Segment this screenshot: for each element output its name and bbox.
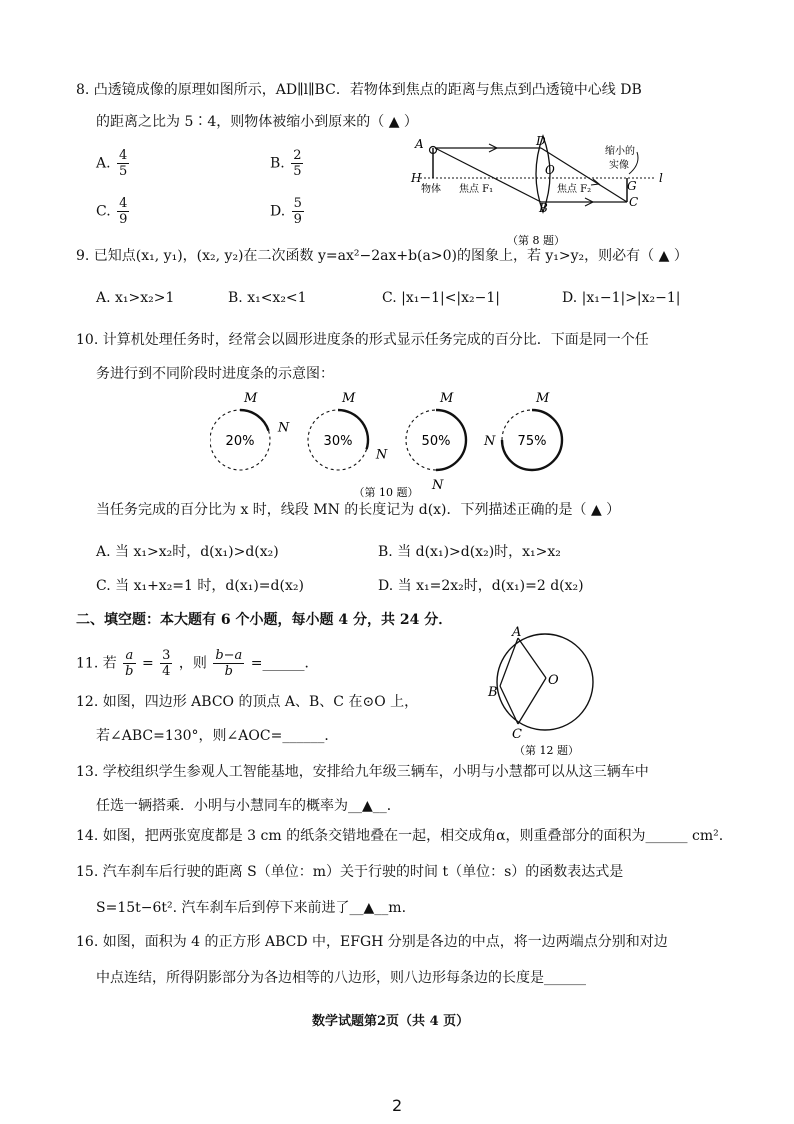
q9-option-a: A. x₁>x₂>1	[96, 290, 175, 306]
q16-line2: 中点连结，所得阴影部分为各边相等的八边形，则八边形每条边的长度是______	[96, 970, 586, 986]
segment-co	[518, 678, 546, 724]
q8-option-b	[270, 148, 305, 179]
label-focus2: 焦点 F₂	[557, 184, 592, 195]
progress-circles-figure	[210, 388, 570, 500]
page-number: 2	[392, 1096, 403, 1115]
label-m: M	[536, 391, 550, 406]
q10-option-b: B. 当 d(x₁)>d(x₂)时，x₁>x₂	[378, 544, 561, 560]
label-c: C	[512, 727, 522, 742]
q9-option-d: D. |x₁−1|>|x₂−1|	[562, 290, 681, 306]
progress-arc	[240, 410, 269, 431]
progress-percent: 20%	[225, 434, 255, 449]
label-n: N	[484, 434, 496, 449]
progress-circle	[406, 391, 466, 493]
q8-line1: 8. 凸透镜成像的原理如图所示，AD∥l∥BC．若物体到焦点的距离与焦点到凸透镜中心线 DB	[76, 82, 642, 98]
q8-option-a	[96, 148, 131, 179]
label-n: N	[432, 478, 444, 493]
fig12-caption: （第 12 题）	[514, 744, 579, 757]
q9-option-c: C. |x₁−1|<|x₂−1|	[382, 290, 501, 306]
q13-line2: 任选一辆搭乘．小明与小慧同车的概率为__▲__．	[96, 798, 401, 814]
q10-line3: 当任务完成的百分比为 x 时，线段 MN 的长度记为 d(x)．下列描述正确的是（ ▲ ）	[96, 502, 621, 518]
fraction: $\frac{2}{5}$	[293, 148, 302, 179]
q13-line1: 13. 学校组织学生参观人工智能基地，安排给九年级三辆车，小明与小慧都可以从这三辆车中	[76, 764, 649, 780]
progress-circle	[483, 391, 562, 470]
circle-o	[497, 634, 593, 730]
fraction: $\frac{4}{9}$	[119, 196, 128, 227]
q12-line2: 若∠ABC=130°，则∠AOC=______．	[96, 728, 339, 744]
fraction: $\frac{a}{b}$	[125, 648, 134, 679]
q15-line1: 15. 汽车刹车后行驶的距离 S（单位：m）关于行驶的时间 t（单位：s）的函数表达式是	[76, 864, 624, 880]
q9-line: 9. 已知点(x₁, y₁)，(x₂, y₂)在二次函数 y=ax²−2ax+b(a>0)的图象上，若 y₁>y₂，则必有（ ▲ ）	[76, 248, 688, 264]
q14-line: 14. 如图，把两张宽度都是 3 cm 的纸条交错地叠在一起，相交成角α，则重叠部分的面积为______ cm².	[76, 828, 724, 844]
label-l: l	[659, 171, 663, 185]
label-b: B	[539, 201, 548, 215]
progress-circle	[308, 391, 388, 470]
label-m: M	[342, 391, 356, 406]
q10-line2: 务进行到不同阶段时进度条的示意图：	[96, 366, 334, 382]
label-g: G	[627, 179, 637, 193]
segment-ab	[500, 638, 518, 686]
label-image1: 缩小的	[605, 146, 635, 157]
progress-percent: 30%	[323, 434, 353, 449]
label-d: D	[536, 134, 546, 148]
q8-option-d	[270, 196, 306, 227]
q15-line2: S=15t−6t². 汽车刹车后到停下来前进了__▲__m.	[96, 900, 407, 916]
option-label: D.	[270, 203, 286, 220]
q10-option-d: D. 当 x₁=2x₂时，d(x₁)=2 d(x₂)	[378, 578, 584, 594]
segment-ao	[518, 638, 546, 678]
q10-option-a: A. 当 x₁>x₂时，d(x₁)>d(x₂)	[96, 544, 279, 560]
fraction: $\frac{5}{9}$	[293, 196, 302, 227]
progress-circle	[210, 391, 290, 470]
q10-line1: 10. 计算机处理任务时，经常会以圆形进度条的形式显示任务完成的百分比．下面是同一个任	[76, 332, 649, 348]
label-focus1: 焦点 F₁	[459, 184, 494, 195]
fraction: $\frac{4}{5}$	[119, 148, 128, 179]
label-object: 物体	[421, 184, 441, 195]
fig8-caption: （第 8 题）	[507, 234, 565, 247]
progress-percent: 50%	[421, 434, 451, 449]
q8-option-c	[96, 196, 131, 227]
fraction: $\frac{b-a}{b}$	[215, 648, 243, 679]
q9-option-b: B. x₁<x₂<1	[228, 290, 307, 306]
q10-option-c: C. 当 x₁+x₂=1 时，d(x₁)=d(x₂)	[96, 578, 304, 594]
label-c: C	[629, 195, 639, 209]
label-o: O	[545, 163, 555, 177]
q16-line1: 16. 如图，面积为 4 的正方形 ABCD 中，EFGH 分别是各边的中点，将一边两端点分别和对边	[76, 934, 668, 950]
label-m: M	[440, 391, 454, 406]
label-m: M	[244, 391, 258, 406]
lens-diagram	[405, 132, 690, 250]
option-label: B.	[270, 155, 285, 172]
q11-line: 11. 若 $\frac{a}{b}$ = $\frac{3}{4}$ ，则 $\frac{b-a}{b}$ =______．	[76, 648, 319, 679]
section-heading: 二、填空题：本大题有 6 个小题，每小题 4 分，共 24 分．	[76, 612, 453, 628]
label-n: N	[375, 447, 388, 463]
page-footer: 数学试题第2页（共 4 页）	[312, 1014, 470, 1029]
circle-diagram	[480, 622, 620, 758]
label-b: B	[488, 685, 498, 700]
option-label: A.	[96, 155, 111, 172]
label-n: N	[277, 420, 290, 436]
option-label: C.	[96, 203, 111, 220]
label-a: A	[512, 625, 522, 640]
label-a: A	[415, 137, 424, 151]
q8-line2: 的距离之比为 5∶4，则物体被缩小到原来的（ ▲ ）	[96, 114, 418, 130]
q12-line1: 12. 如图，四边形 ABCO 的顶点 A、B、C 在⊙O 上，	[76, 694, 419, 710]
progress-percent: 75%	[517, 434, 547, 449]
label-h: H	[411, 171, 422, 185]
fig10-caption: （第 10 题）	[353, 486, 419, 499]
label-image2: 实像	[609, 160, 629, 171]
label-o: O	[548, 673, 559, 688]
fraction: $\frac{3}{4}$	[162, 648, 171, 679]
